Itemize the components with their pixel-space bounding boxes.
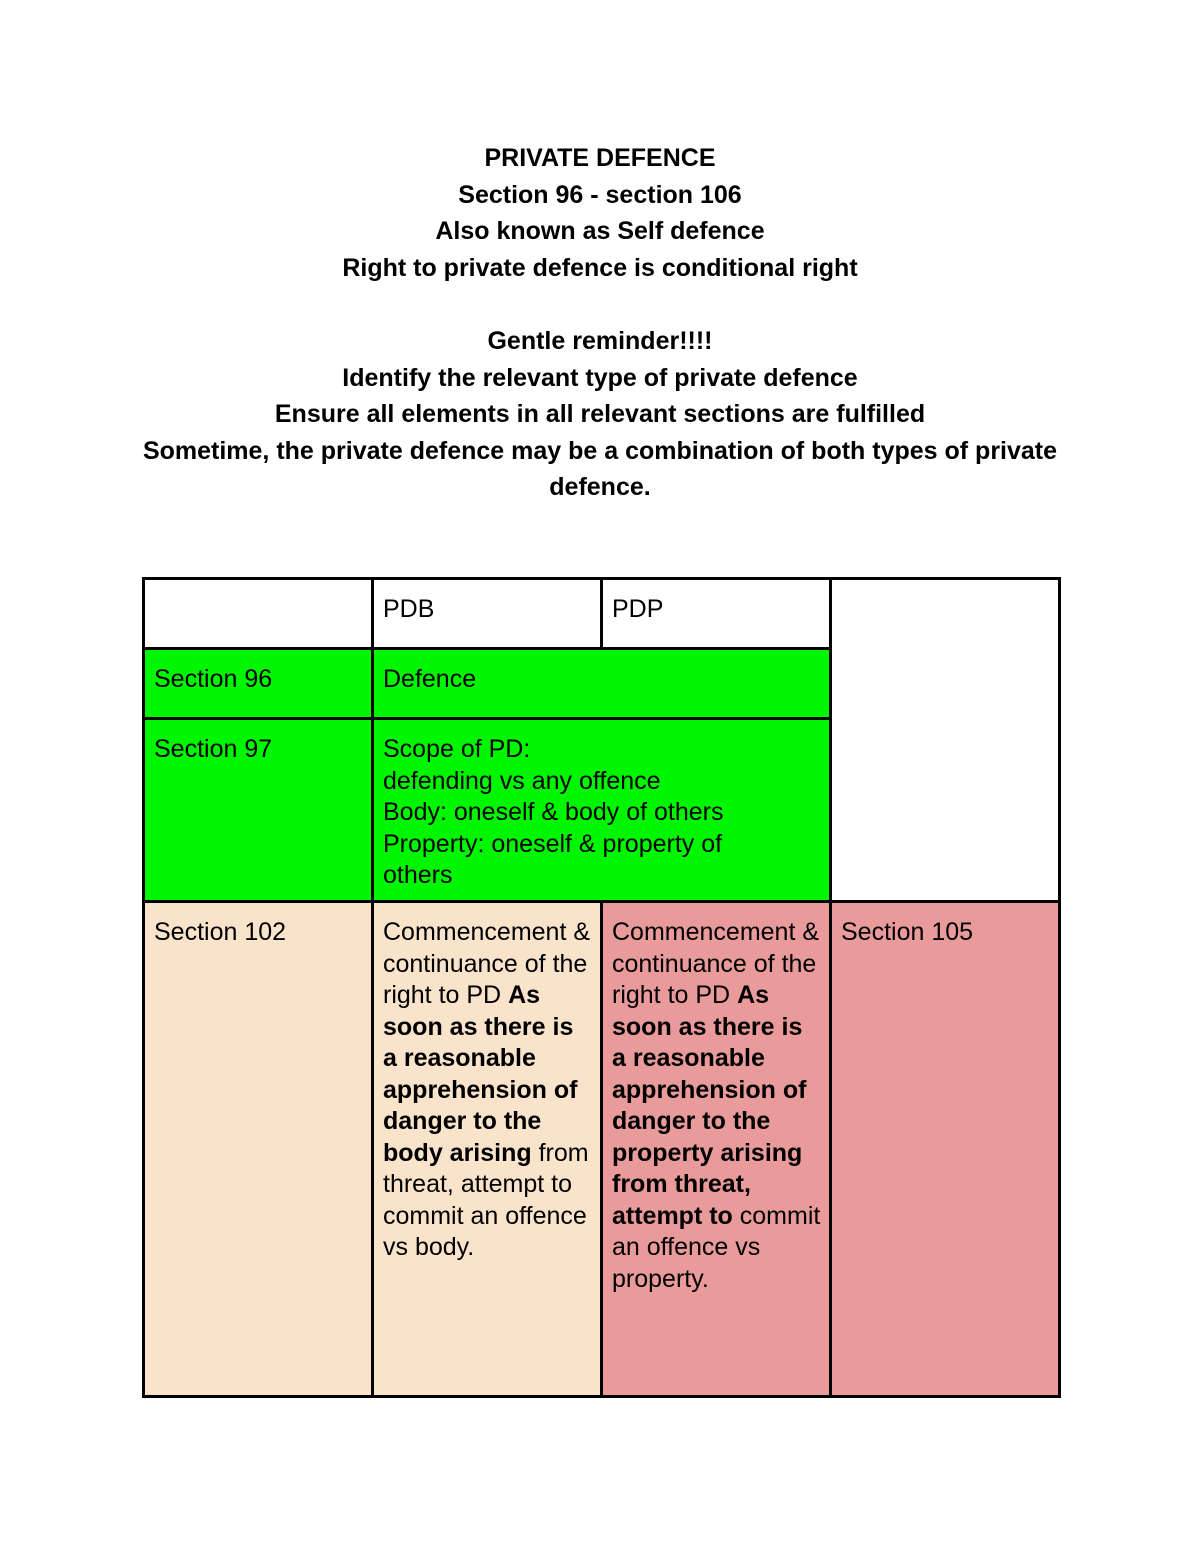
section-97-content [373,719,831,902]
scope-line: Property: oneself & property of others [383,829,723,889]
identify-note: Identify the relevant type of private defence [342,363,858,392]
scope-line: defending vs any offence [383,766,661,795]
scope-line: Body: oneself & body of others [383,798,724,826]
section-102-pdb-content [373,902,602,1397]
section-102-label: Section 102 [144,902,373,1397]
gentle-reminder: Gentle reminder!!!! [487,327,713,355]
spacer [0,286,1200,323]
section-97-label: Section 97 [144,719,373,902]
conditional-right-note: Right to private defence is conditional right [342,253,858,282]
scope-heading: Scope of PD: [383,735,531,763]
table-row [144,902,1060,1397]
pdb-bold-text: As soon as there is a reasonable apprehension of danger to the body arising [383,981,578,1167]
pdb-intro: Commencement & continuance of the right to PD [383,918,591,1009]
pdp-intro: Commencement & continuance of the right to PD [612,918,820,1009]
empty-right-cell [831,579,1060,902]
column-header-pdb: PDB [373,579,602,649]
combination-note: Sometime, the private defence may be a combination of both types of private defence. [142,436,1058,501]
also-known-as: Also known as Self defence [435,217,765,245]
ensure-note: Ensure all elements in all relevant sections are fulfilled [274,400,926,428]
private-defence-table [142,577,1061,1398]
section-96-label: Section 96 [144,649,373,719]
column-header-pdp: PDP [602,579,831,649]
section-105-label: Section 105 [831,902,1060,1397]
pdp-rest-text: commit an offence vs property. [612,1201,821,1293]
document-header [0,140,1200,506]
page-title: PRIVATE DEFENCE [484,144,716,172]
pdp-bold-text: As soon as there is a reasonable apprehension of danger to the property arising from threat, attempt to [612,981,807,1230]
pdb-rest-text: from threat, attempt to commit an offence vs body. [383,1138,589,1261]
section-96-content: Defence [373,649,831,719]
table-header-row [144,579,1060,649]
section-range: Section 96 - section 106 [458,180,742,209]
section-102-pdp-content [602,902,831,1397]
empty-header-cell [144,579,373,649]
